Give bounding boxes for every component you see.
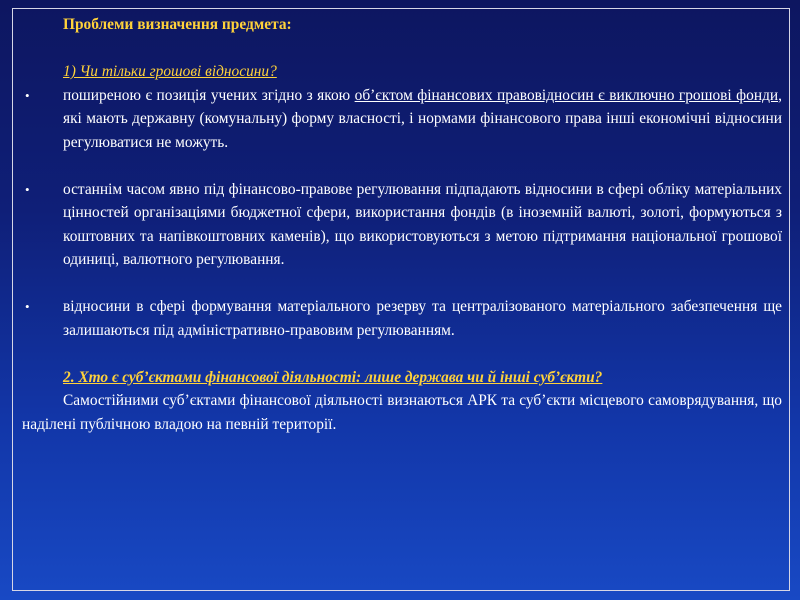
underlined-phrase: об’єктом фінансових правовідносин є виключно грошові фонди, [354,86,782,104]
bullet-item-3: • відносини в сфері формування матеріального резерву та централізованого матеріального забезпечення ще залишаються під адміністративно-правовим регулюванням. [22,295,782,342]
bullet-icon: • [25,87,30,103]
slide-content [22,13,782,436]
question-1: 1) Чи тільки грошові відносини? [63,63,277,80]
answer-paragraph: Самостійними суб’єктами фінансової діяльності визнаються АРК та суб’єкти місцевого самоврядування, що наділені публічною владою на певній території. [22,392,782,433]
slide-title: Проблеми визначення предмета: [63,16,292,33]
bullet-icon: • [25,299,30,314]
bullet-icon: • [25,181,30,197]
bullet-item-2: • останнім часом явно під фінансово-правове регулювання підпадають відносини в сфері обліку матеріальних цінностей організаціями бюджетної сфери, використання фондів (в іноземній валюті, золоті, формуються з коштовних та напівкоштовних каменів), що використовуються з метою підтримання національної грошової одиниці, валютного регулювання. [22,178,782,272]
question-2: 2. Хто є суб’єктами фінансової діяльності: лише держава чи й інші суб’єкти? [63,368,603,386]
bullet-item-1: • поширеною є позиція учених згідно з якою об’єктом фінансових правовідносин є виключно грошові фонди, які мають державну (комунальну) форму власності, і нормами фінансового права інші економічні відносини регулюватися не можуть. [22,84,782,155]
